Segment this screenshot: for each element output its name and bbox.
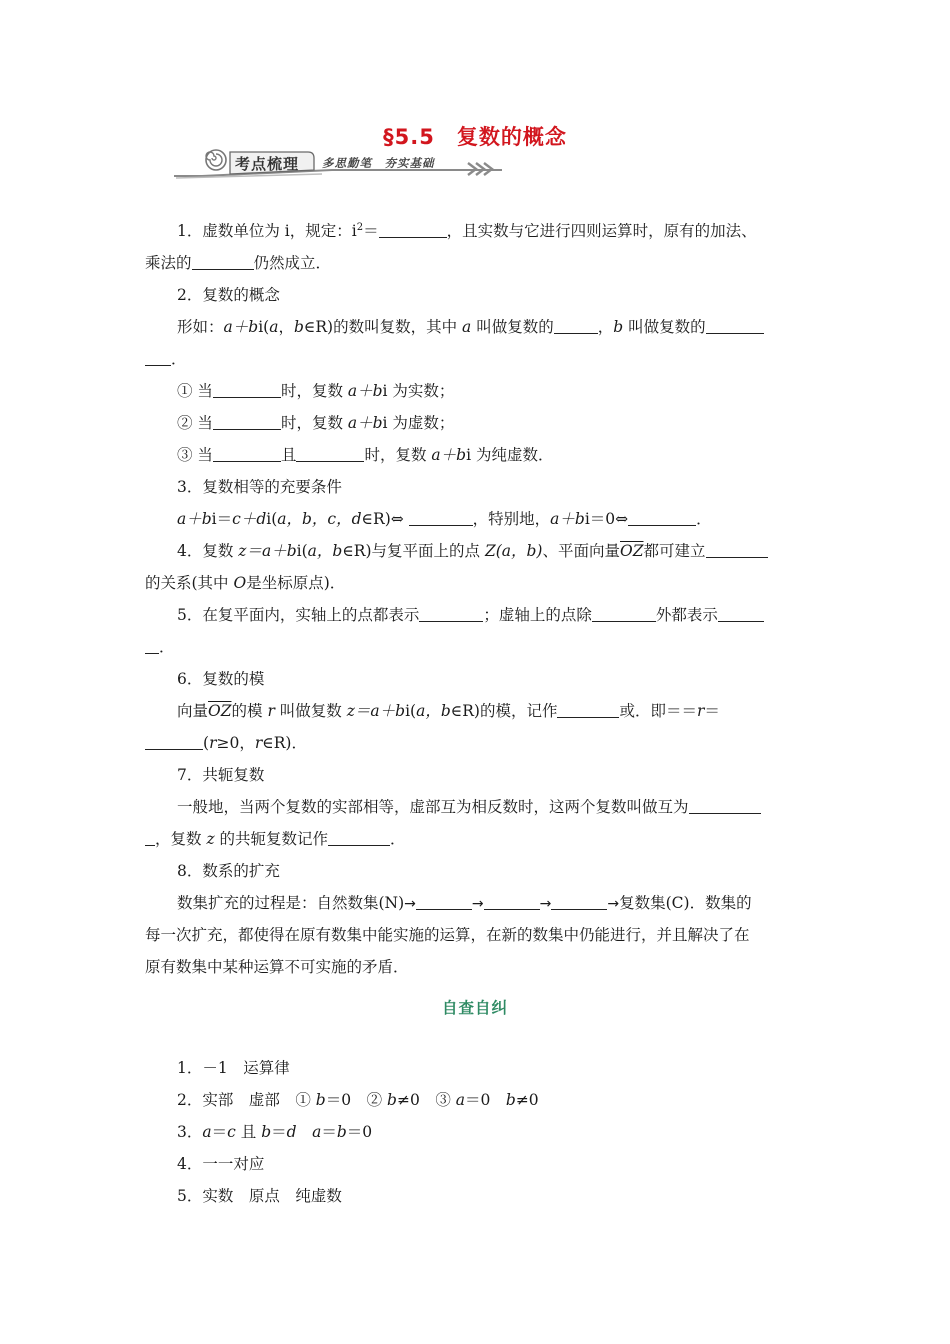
condition-3: ③ 当 且 时，复数 a＋bi 为纯虚数．: [177, 446, 554, 464]
blank: [706, 543, 768, 558]
blank: [689, 799, 761, 814]
blank: [213, 447, 281, 462]
blank: [554, 319, 598, 334]
item-7-line-2: ，复数 z 的共轭复数记作 ．: [145, 828, 810, 850]
condition-2: ② 当 时，复数 a＋bi 为虚数；: [177, 414, 455, 432]
condition-1: ① 当 时，复数 a＋bi 为实数；: [177, 382, 455, 400]
arrow-icon: →: [471, 896, 484, 912]
blank: [592, 607, 656, 622]
answer-2: 2．实部 虚部 ① b＝0 ② b≠0 ③ a＝0 b≠0: [177, 1091, 539, 1109]
arrow-icon: →: [404, 896, 416, 912]
item-8-line-3: 原有数集中某种运算不可实施的矛盾．: [145, 958, 409, 976]
blank: [145, 351, 171, 366]
blank: [213, 383, 281, 398]
item-2-definition: 形如：a＋bi(a，b∈R)的数叫复数，其中 a 叫做复数的 ，b 叫做复数的: [177, 316, 810, 338]
item-1-line-2: 乘法的 仍然成立．: [145, 254, 332, 272]
blank: [145, 735, 203, 750]
blank: [379, 223, 447, 238]
spiral-icon: [206, 150, 226, 170]
blank: [718, 607, 764, 622]
item-8-line-2: 每一次扩充，都使得在原有数集中能实施的运算，在新的数集中仍能进行，并且解决了在: [145, 926, 750, 944]
blank: [551, 895, 607, 910]
item-3-heading: 3．复数相等的充要条件: [177, 478, 342, 496]
blank: [328, 831, 390, 846]
item-6-line-1: 向量$\overline{OZ}$的模 r 叫做复数 z＝a＋bi(a，b∈R)的模，记作 或．即＝＝r＝: [177, 702, 720, 720]
item-2-continuation: ．: [145, 348, 810, 370]
blank: [628, 511, 696, 526]
blank: [213, 415, 281, 430]
item-4-line-1: 4．复数 z＝a＋bi(a，b∈R)与复平面上的点 Z(a，b)、平面向量$\overline{OZ}$都可建立: [177, 540, 810, 562]
item-5-line-2: ．: [145, 636, 810, 658]
page-title: §5.5 复数的概念: [383, 125, 567, 149]
section-banner: [172, 148, 502, 182]
blank: [416, 895, 472, 910]
item-8-line-1: 数集扩充的过程是：自然数集(N)→ → → →复数集(C)．数集的: [177, 894, 752, 912]
item-6-heading: 6．复数的模: [177, 670, 265, 688]
blank: [296, 447, 364, 462]
blank: [706, 319, 764, 334]
item-5-line-1: 5．在复平面内，实轴上的点都表示 ；虚轴上的点除 外都表示: [177, 604, 810, 626]
blank: [409, 511, 473, 526]
item-1-line-1: 1．虚数单位为 i，规定：$i^2=$ ，且实数与它进行四则运算时，原有的加法、: [177, 222, 757, 240]
answers-heading: 自查自纠: [441, 999, 508, 1017]
banner-slogan: 多思勤笔 夯实基础: [322, 156, 435, 170]
blank: [419, 607, 483, 622]
answer-3: 3．a＝c 且 b＝d a＝b＝0: [177, 1123, 373, 1141]
banner-label: 考点梳理: [235, 155, 300, 173]
blank: [145, 831, 155, 846]
item-6-line-2: (r≥0，r∈R)．: [145, 732, 810, 754]
arrow-icon: →: [607, 896, 620, 912]
item-2-heading: 2．复数的概念: [177, 286, 280, 304]
blank: [484, 895, 540, 910]
item-7-heading: 7．共轭复数: [177, 766, 265, 784]
item-7-line-1: 一般地，当两个复数的实部相等，虚部互为相反数时，这两个复数叫做互为: [177, 796, 810, 818]
item-8-heading: 8．数系的扩充: [177, 862, 280, 880]
item-4-line-2: 的关系(其中 O是坐标原点)．: [145, 574, 346, 592]
blank: [192, 255, 254, 270]
blank: [557, 703, 619, 718]
answer-5: 5．实数 原点 纯虚数: [177, 1187, 342, 1205]
arrow-icon: →: [539, 896, 552, 912]
blank: [145, 639, 159, 654]
item-3-condition: a＋bi＝c＋di(a，b，c，d∈R)⇔ ，特别地，a＋bi＝0⇔ ．: [177, 510, 712, 528]
answer-4: 4．一一对应: [177, 1155, 265, 1173]
answer-1: 1．－1 运算律: [177, 1059, 290, 1077]
